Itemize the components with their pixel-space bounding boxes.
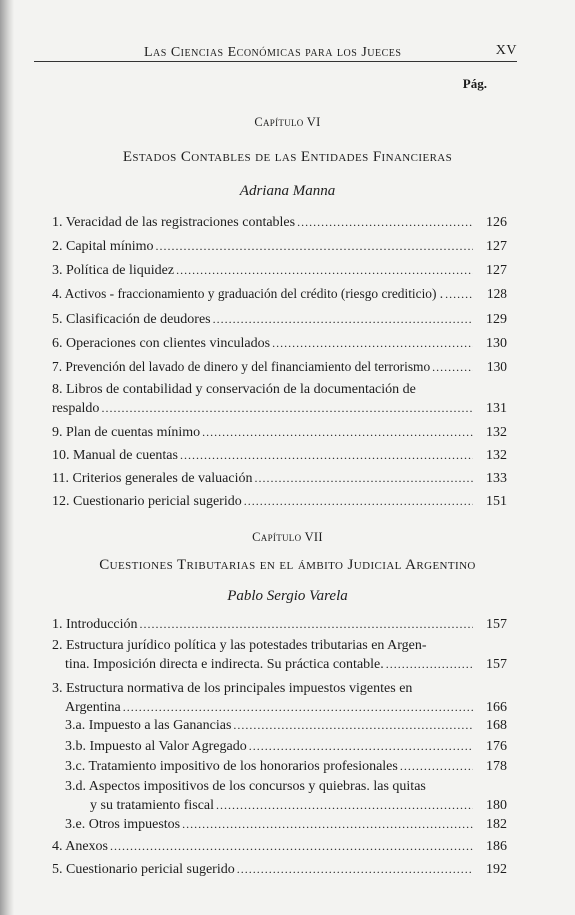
toc-entry-title: 1. Introducción [52,617,138,632]
toc-entry[interactable] [52,213,507,232]
toc-entry-page: 129 [486,312,507,327]
leader-dots [233,716,473,734]
page-binding-shadow [0,0,14,915]
toc-entry-title-line1: 8. Libros de contabilidad y conservación de la documentación de [52,382,416,397]
toc-entry[interactable] [52,446,507,465]
toc-entry-title: 10. Manual de cuentas [52,448,178,463]
toc-entry-page: 132 [486,448,507,463]
leader-dots [237,860,473,878]
toc-entry[interactable] [52,680,507,717]
toc-entry[interactable] [52,492,507,511]
toc-entry[interactable] [52,860,507,879]
toc-entry[interactable] [52,358,507,376]
toc-entry-title: 5. Cuestionario pericial sugerido [52,862,235,877]
toc-entry-page: 186 [486,839,507,854]
toc-entry-title: 9. Plan de cuentas mínimo [52,425,201,440]
leader-dots [249,737,473,755]
page-number: XV [495,43,517,58]
toc-entry-title: Argentina [65,700,121,715]
leader-dots [110,837,473,855]
toc-entry-page: 127 [486,263,507,278]
toc-entry-title: tina. Imposición directa e indirecta. Su práctica contable. [65,657,384,672]
toc-entry-page: 133 [486,471,507,486]
chapter-6-title: Estados Contables de las Entidades Financieras [122,149,453,165]
toc-entry-title: 4. Activos - fraccionamiento y graduación del crédito (riesgo crediticio) . [52,286,444,301]
toc-entry[interactable] [52,778,507,815]
toc-entry[interactable] [52,716,507,735]
toc-entry-page: 166 [486,700,507,715]
toc-entry-page: 182 [486,817,507,832]
toc-entry-title: 2. Capital mínimo [52,239,154,254]
toc-entry-title: 4. Anexos [52,839,108,854]
toc-entry-page: 192 [486,862,507,877]
toc-entry-title: y su tratamiento fiscal [90,798,215,813]
leader-dots [297,213,473,231]
leader-dots [272,334,473,352]
page-column-label: Pág. [462,76,487,91]
toc-entry-page: 178 [486,759,507,774]
chapter-6-label: Capítulo VI [254,115,321,129]
toc-entry-page: 127 [486,239,507,254]
toc-entry-title: 3.e. Otros impuestos [65,817,181,832]
leader-dots [244,492,473,510]
toc-entry[interactable] [52,469,507,488]
chapter-7-author: Pablo Sergio Varela [227,588,348,604]
leader-dots [202,423,473,441]
leader-dots [101,399,473,417]
toc-entry[interactable] [52,310,507,329]
toc-entry-page: 180 [486,798,507,813]
toc-entry-page: 131 [486,401,507,416]
toc-entry[interactable] [52,615,507,634]
book-title: Las Ciencias Económicas para los Jueces [144,45,402,60]
toc-entry[interactable] [52,381,507,418]
leader-dots [180,446,473,464]
chapter-7-label: Capítulo VII [252,530,323,544]
toc-entry-title: 5. Clasificación de deudores [52,312,211,327]
toc-entry[interactable] [52,237,507,256]
toc-entry[interactable] [52,423,507,442]
leader-dots [176,261,473,279]
toc-entry[interactable] [52,637,507,674]
leader-dots [182,815,473,833]
leader-dots [386,655,473,673]
toc-entry[interactable] [52,815,507,834]
toc-entry[interactable] [52,837,507,856]
toc-entry-title: 7. Prevención del lavado de dinero y del financiamiento del terrorismo [52,359,431,374]
toc-entry[interactable] [52,261,507,280]
leader-dots [445,285,473,303]
toc-entry[interactable] [52,285,507,303]
toc-entry[interactable] [52,757,507,776]
toc-entry-title: 1. Veracidad de las registraciones contables [52,215,296,230]
leader-dots [156,237,474,255]
leader-dots [123,698,473,716]
toc-entry[interactable] [52,334,507,353]
leader-dots [432,358,473,376]
toc-entry-page: 157 [486,657,507,672]
leader-dots [254,469,473,487]
toc-entry-page: 151 [486,494,507,509]
toc-entry-title-line1: 2. Estructura jurídico política y las potestades tributarias en Argen- [52,638,427,653]
leader-dots [400,757,473,775]
toc-entry-page: 157 [486,617,507,632]
toc-entry-page: 130 [486,359,507,374]
toc-entry-title: 11. Criterios generales de valuación [52,471,253,486]
leader-dots [216,796,473,814]
toc-entry-title: 3.a. Impuesto a las Ganancias [65,718,232,733]
toc-entry-title: 3.b. Impuesto al Valor Agregado [65,739,247,754]
toc-entry-page: 168 [486,718,507,733]
running-header [34,37,517,62]
toc-entry-page: 176 [486,739,507,754]
toc-entry-title: 3. Política de liquidez [52,263,175,278]
toc-entry-title: 3.c. Tratamiento impositivo de los honorarios profesionales [65,759,398,774]
chapter-7-title: Cuestiones Tributarias en el ámbito Judicial Argentino [99,557,476,573]
toc-entry-title: respaldo [52,401,100,416]
toc-entry-title: 6. Operaciones con clientes vinculados [52,336,271,351]
toc-entry-page: 130 [486,336,507,351]
toc-entry-title-line1: 3. Estructura normativa de los principales impuestos vigentes en [52,681,413,696]
chapter-6-author: Adriana Manna [239,183,336,199]
toc-entry-page: 132 [486,425,507,440]
toc-entry-title: 12. Cuestionario pericial sugerido [52,494,242,509]
toc-entry-page: 128 [486,286,507,301]
leader-dots [140,615,473,633]
toc-entry-page: 126 [486,215,507,230]
toc-entry[interactable] [52,737,507,756]
toc-entry-title-line1: 3.d. Aspectos impositivos de los concursos y quiebras. las quitas [65,779,426,794]
leader-dots [213,310,473,328]
